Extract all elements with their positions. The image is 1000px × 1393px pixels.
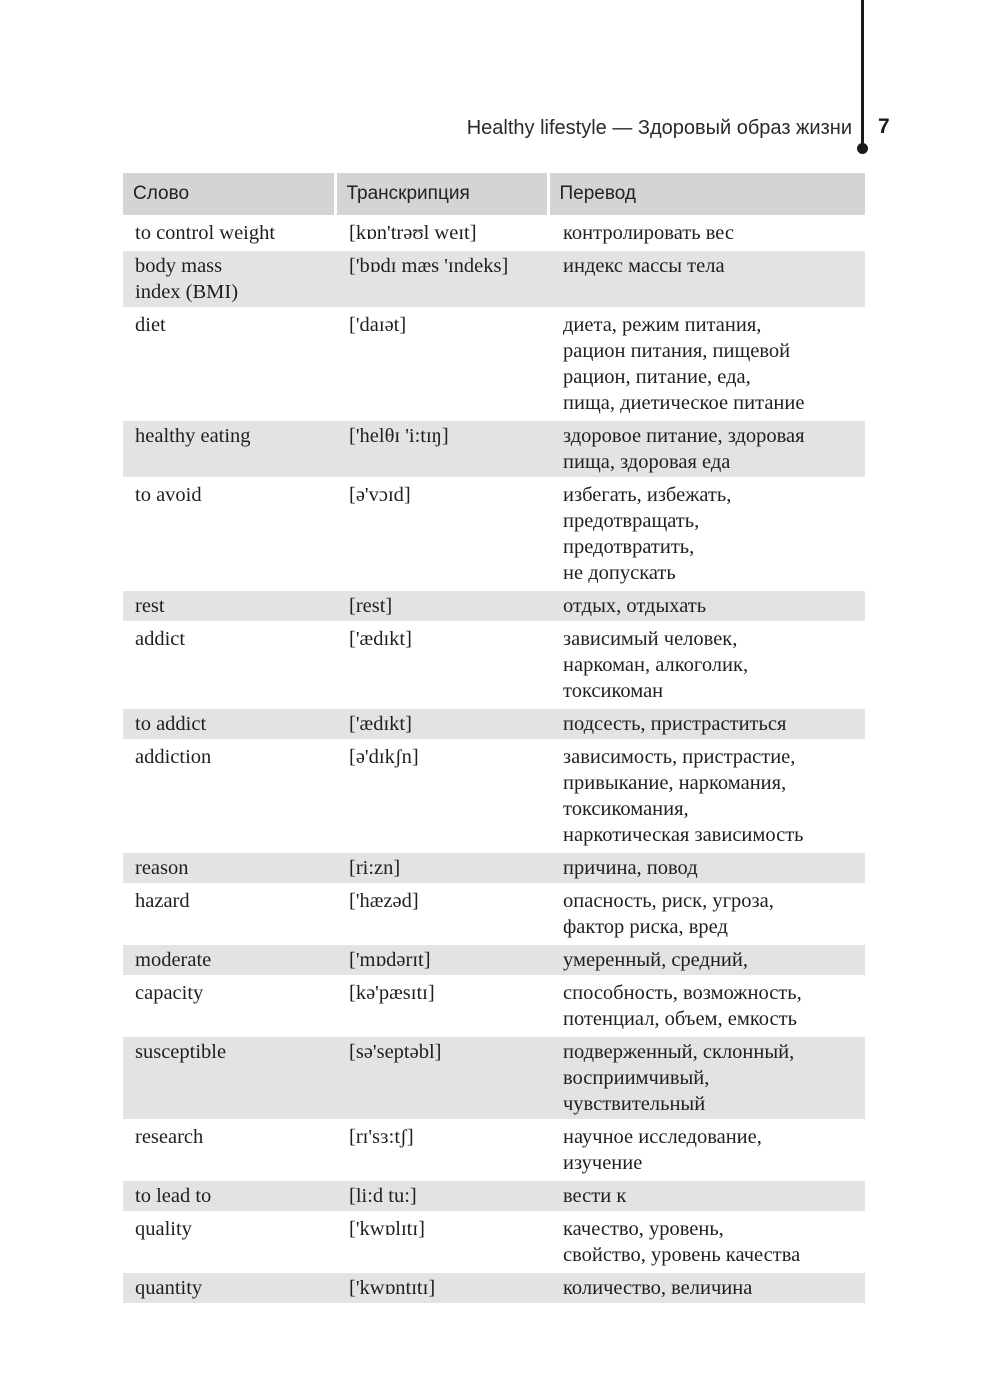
translation-cell <box>548 590 865 623</box>
translation-text: привыкание, наркомания, <box>563 772 787 794</box>
translation-text: способность, возможность, <box>563 982 802 1004</box>
transcription-cell <box>335 1180 548 1213</box>
word-cell <box>123 977 335 1036</box>
table-row <box>123 479 865 590</box>
word-text: body mass <box>135 255 223 277</box>
translation-text: изучение <box>563 1152 643 1174</box>
translation-text: токсикомания, <box>563 798 689 820</box>
translation-cell <box>548 623 865 708</box>
translation-text: предотвратить, <box>563 536 695 558</box>
translation-cell <box>548 309 865 420</box>
transcription-cell <box>335 479 548 590</box>
word-cell <box>123 885 335 944</box>
word-text: addiction <box>135 746 212 768</box>
translation-cell <box>548 1036 865 1121</box>
translation-text: фактор риска, вред <box>563 916 728 938</box>
word-text: diet <box>135 314 166 336</box>
transcription-cell <box>335 1213 548 1272</box>
translation-text: зависимый человек, <box>563 628 738 650</box>
transcription-cell <box>335 1272 548 1305</box>
table-row <box>123 741 865 852</box>
translation-cell <box>548 977 865 1036</box>
translation-text: диета, режим питания, <box>563 314 762 336</box>
transcription-text: [sə'septəbl] <box>349 1041 442 1063</box>
table-row <box>123 977 865 1036</box>
transcription-text: ['bɒdɪ mæs 'ɪndeks] <box>349 255 509 277</box>
transcription-text: [li:d tu:] <box>349 1185 417 1207</box>
translation-text: чувствительный <box>563 1093 706 1115</box>
word-text: healthy eating <box>135 425 251 447</box>
table-row <box>123 217 865 250</box>
word-text: quality <box>135 1218 192 1240</box>
transcription-cell <box>335 590 548 623</box>
word-cell <box>123 1121 335 1180</box>
column-header-translation: Перевод <box>548 173 865 217</box>
transcription-text: [kə'pæsɪtɪ] <box>349 982 435 1004</box>
table-row <box>123 309 865 420</box>
translation-text: отдых, отдыхать <box>563 595 707 617</box>
table-row <box>123 1213 865 1272</box>
translation-text: здоровое питание, здоровая <box>563 425 805 447</box>
transcription-text: ['kwɒntɪtɪ] <box>349 1277 436 1299</box>
translation-text: вести к <box>563 1185 627 1207</box>
column-header-transcription: Транскрипция <box>335 173 548 217</box>
table-row <box>123 1180 865 1213</box>
word-cell <box>123 250 335 309</box>
transcription-cell <box>335 309 548 420</box>
translation-cell <box>548 217 865 250</box>
transcription-text: ['hæzəd] <box>349 890 419 912</box>
word-cell <box>123 944 335 977</box>
word-cell <box>123 852 335 885</box>
transcription-text: [rest] <box>349 595 393 617</box>
translation-cell <box>548 250 865 309</box>
table-row <box>123 885 865 944</box>
word-text: reason <box>135 857 189 879</box>
translation-text: зависимость, пристрастие, <box>563 746 796 768</box>
transcription-cell <box>335 708 548 741</box>
translation-text: пища, диетическое питание <box>563 392 805 414</box>
word-text: to control weight <box>135 222 276 244</box>
vocabulary-table <box>123 173 865 1306</box>
translation-text: рацион питания, пищевой <box>563 340 791 362</box>
transcription-text: ['mɒdərɪt] <box>349 949 431 971</box>
table-row <box>123 1121 865 1180</box>
word-text: rest <box>135 595 165 617</box>
word-cell <box>123 309 335 420</box>
translation-text: избегать, избежать, <box>563 484 732 506</box>
transcription-cell <box>335 250 548 309</box>
table-row <box>123 590 865 623</box>
translation-text: индекс массы тела <box>563 255 725 277</box>
word-text: index (BMI) <box>135 281 239 303</box>
word-text: quantity <box>135 1277 203 1299</box>
word-cell <box>123 708 335 741</box>
translation-text: наркотическая зависимость <box>563 824 804 846</box>
page-number: 7 <box>878 115 890 138</box>
translation-text: научное исследование, <box>563 1126 762 1148</box>
transcription-cell <box>335 944 548 977</box>
translation-text: восприимчивый, <box>563 1067 710 1089</box>
margin-rule <box>861 0 864 147</box>
table-row <box>123 1272 865 1305</box>
translation-text: наркоман, алкоголик, <box>563 654 749 676</box>
table-row <box>123 250 865 309</box>
translation-text: подверженный, склонный, <box>563 1041 795 1063</box>
translation-cell <box>548 420 865 479</box>
transcription-text: ['helθɪ 'i:tɪŋ] <box>349 425 449 447</box>
translation-text: токсикоман <box>563 680 664 702</box>
transcription-cell <box>335 1121 548 1180</box>
word-cell <box>123 1180 335 1213</box>
word-cell <box>123 479 335 590</box>
word-text: capacity <box>135 982 204 1004</box>
table-header-row <box>123 173 865 217</box>
transcription-text: [kɒn'trəʊl weɪt] <box>349 222 477 244</box>
word-cell <box>123 741 335 852</box>
translation-text: качество, уровень, <box>563 1218 724 1240</box>
transcription-cell <box>335 977 548 1036</box>
word-cell <box>123 1272 335 1305</box>
word-text: susceptible <box>135 1041 227 1063</box>
word-cell <box>123 590 335 623</box>
word-text: to lead to <box>135 1185 212 1207</box>
translation-text: свойство, уровень качества <box>563 1244 801 1266</box>
table-row <box>123 420 865 479</box>
transcription-text: [ri:zn] <box>349 857 401 879</box>
word-cell <box>123 623 335 708</box>
word-text: to addict <box>135 713 207 735</box>
translation-cell <box>548 1180 865 1213</box>
word-cell <box>123 420 335 479</box>
translation-cell <box>548 944 865 977</box>
translation-cell <box>548 708 865 741</box>
transcription-cell <box>335 741 548 852</box>
translation-text: не допускать <box>563 562 676 584</box>
translation-cell <box>548 852 865 885</box>
translation-cell <box>548 479 865 590</box>
transcription-text: ['ædɪkt] <box>349 713 412 735</box>
translation-text: предотвращать, <box>563 510 700 532</box>
transcription-text: ['daɪət] <box>349 314 407 336</box>
translation-cell <box>548 1121 865 1180</box>
translation-cell <box>548 741 865 852</box>
table-row <box>123 708 865 741</box>
translation-text: рацион, питание, еда, <box>563 366 751 388</box>
word-cell <box>123 1036 335 1121</box>
translation-text: потенциал, объем, емкость <box>563 1008 797 1030</box>
table-row <box>123 623 865 708</box>
translation-text: умеренный, средний, <box>563 949 748 971</box>
translation-text: опасность, риск, угроза, <box>563 890 774 912</box>
transcription-text: [rɪ'sɜ:tʃ] <box>349 1126 414 1148</box>
transcription-cell <box>335 217 548 250</box>
translation-cell <box>548 1213 865 1272</box>
transcription-text: ['ædɪkt] <box>349 628 412 650</box>
table-row <box>123 944 865 977</box>
transcription-cell <box>335 1036 548 1121</box>
transcription-text: [ə'vɔɪd] <box>349 484 411 506</box>
transcription-cell <box>335 852 548 885</box>
transcription-cell <box>335 420 548 479</box>
running-title: Healthy lifestyle — Здоровый образ жизни <box>466 117 852 139</box>
transcription-cell <box>335 623 548 708</box>
translation-cell <box>548 1272 865 1305</box>
translation-text: количество, величина <box>563 1277 753 1299</box>
column-header-word: Слово <box>123 173 335 217</box>
table-row <box>123 852 865 885</box>
translation-text: подсесть, пристраститься <box>563 713 787 735</box>
word-cell <box>123 1213 335 1272</box>
translation-text: причина, повод <box>563 857 698 879</box>
translation-text: контролировать вес <box>563 222 734 244</box>
word-text: to avoid <box>135 484 202 506</box>
word-text: hazard <box>135 890 190 912</box>
transcription-text: ['kwɒlɪtɪ] <box>349 1218 425 1240</box>
translation-cell <box>548 885 865 944</box>
table-row <box>123 1036 865 1121</box>
transcription-cell <box>335 885 548 944</box>
translation-text: пища, здоровая еда <box>563 451 731 473</box>
word-text: addict <box>135 628 186 650</box>
transcription-text: [ə'dɪkʃn] <box>349 746 419 768</box>
word-cell <box>123 217 335 250</box>
table-body <box>123 217 865 1305</box>
word-text: moderate <box>135 949 212 971</box>
margin-rule-dot <box>857 143 868 154</box>
word-text: research <box>135 1126 204 1148</box>
